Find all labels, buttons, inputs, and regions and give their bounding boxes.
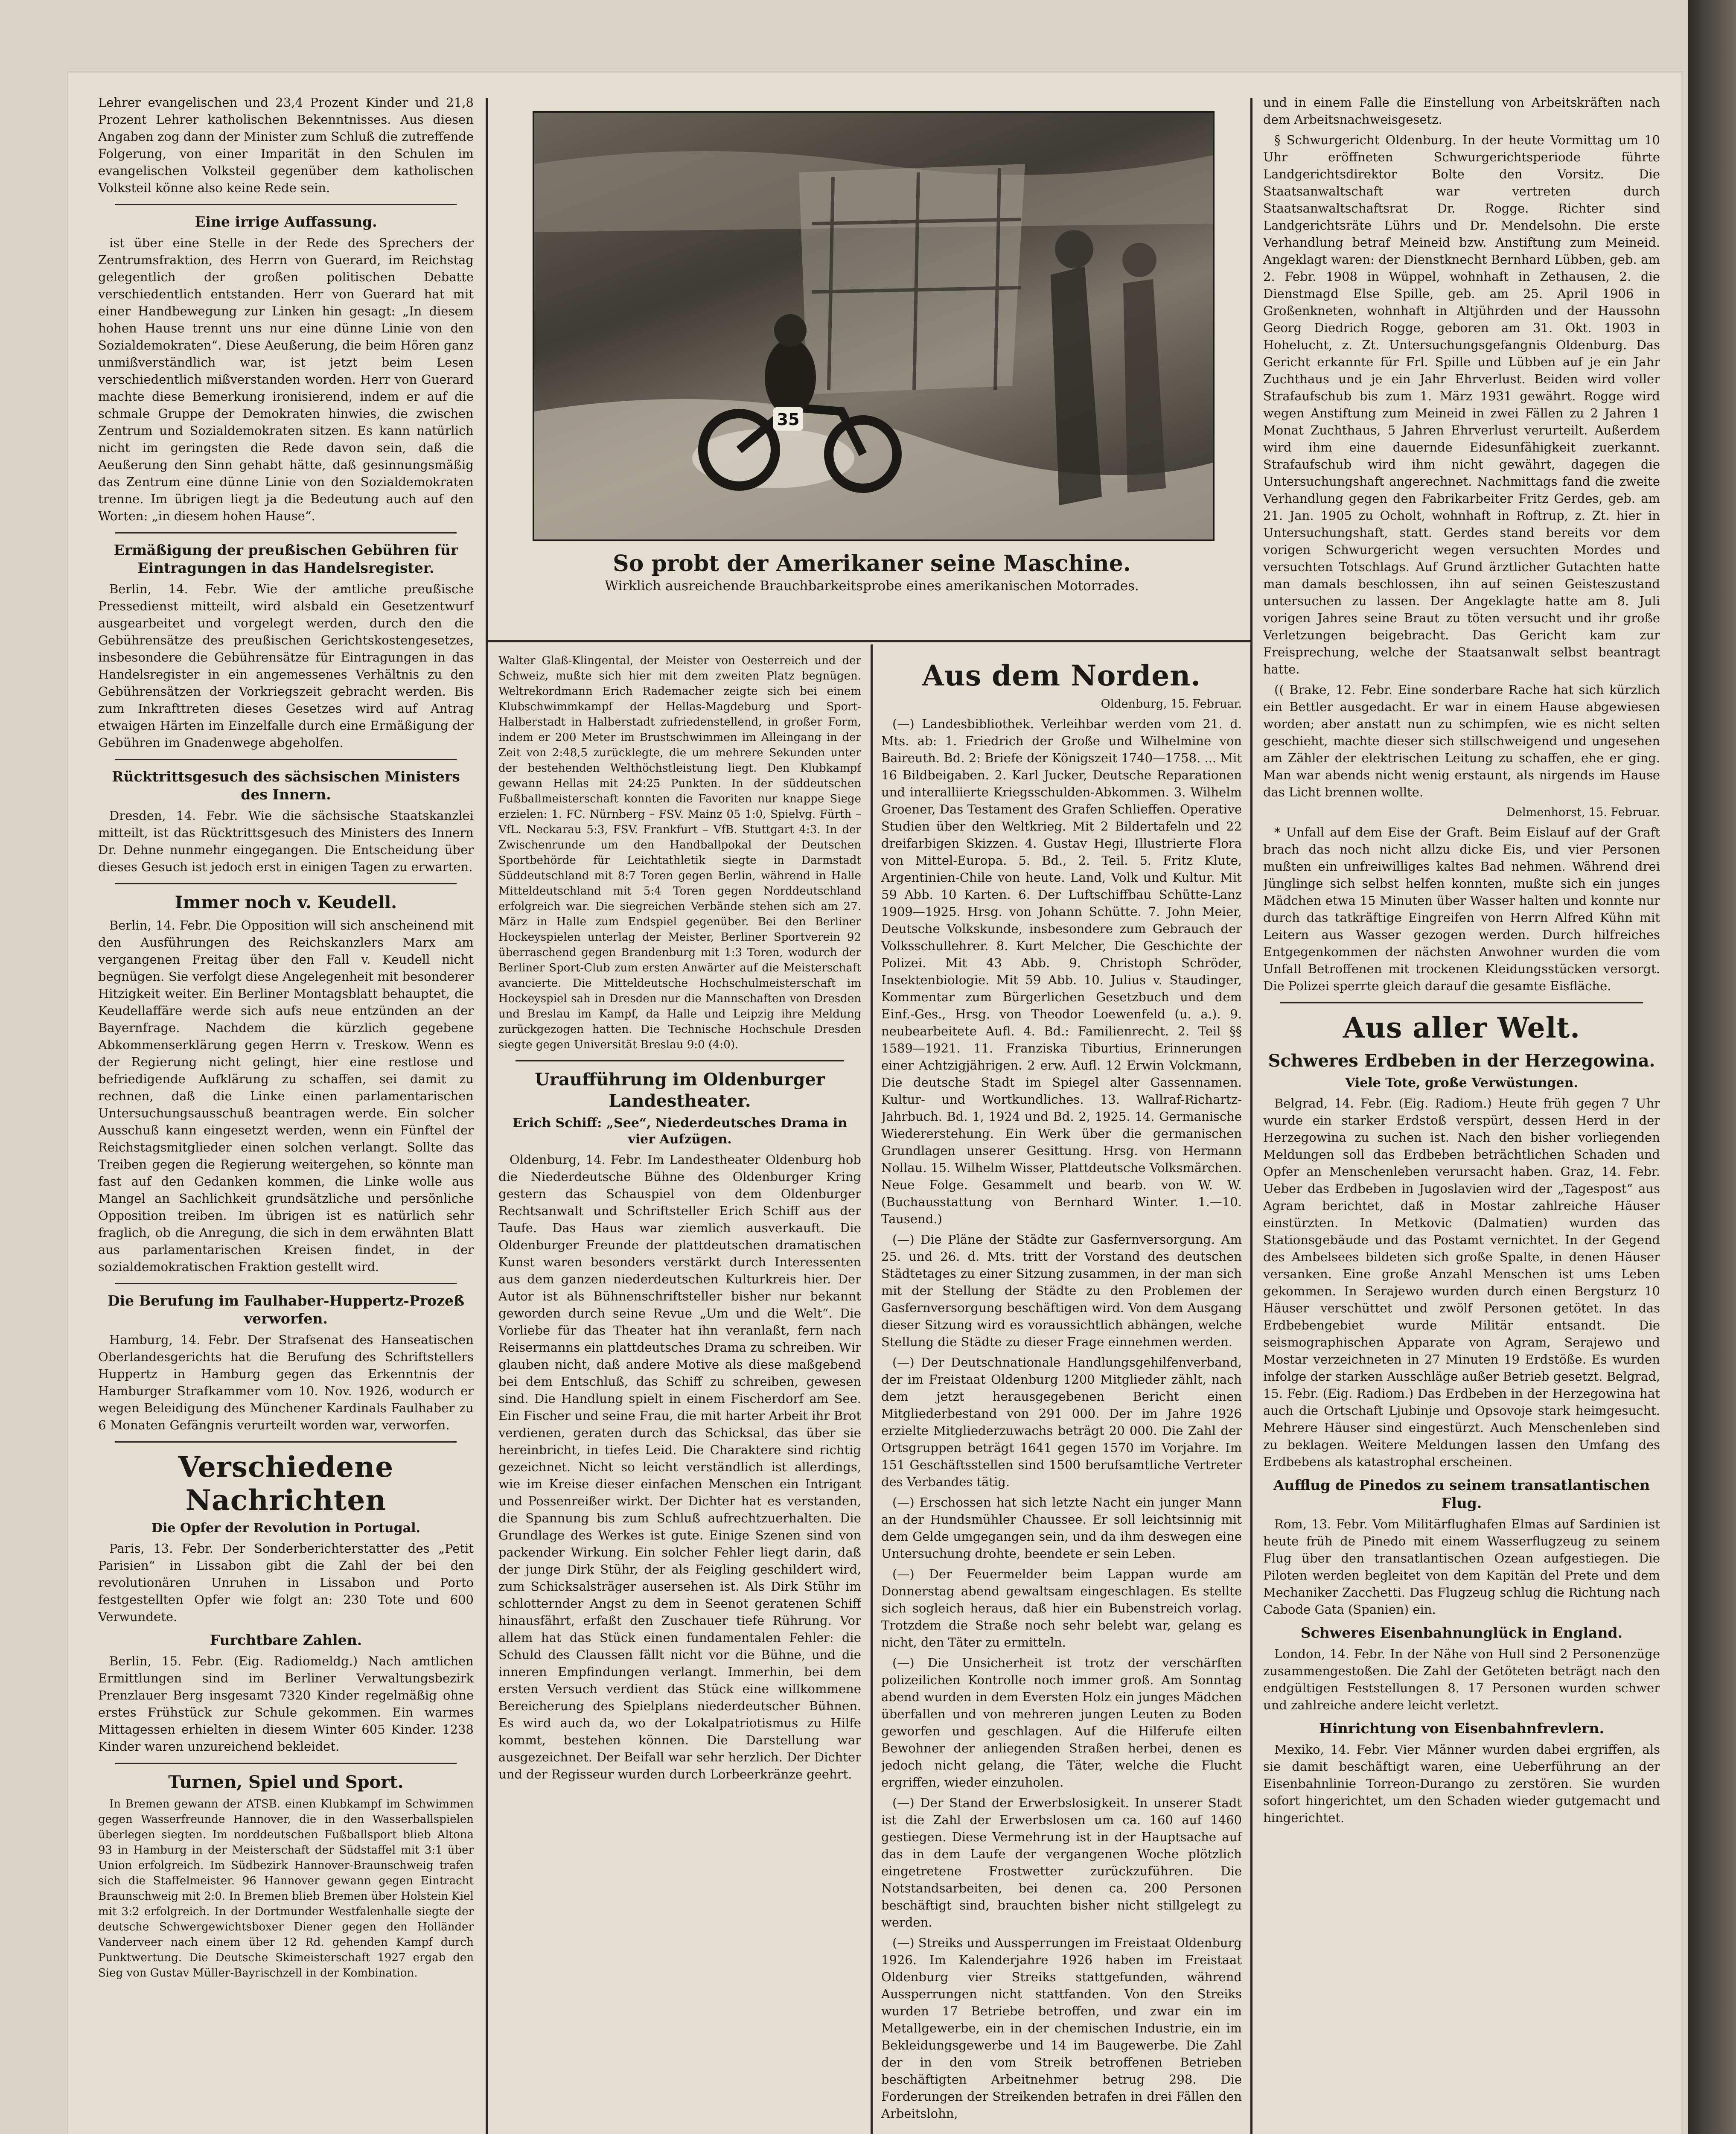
column-3 [881, 653, 1242, 2134]
news-item: (—) Streiks und Aussperrungen im Freistaat Oldenburg 1926. Im Kalenderjahre 1926 haben im Freistaat Oldenburg vier Streiks stattgefunden, während Aussperrungen nicht stattfanden. Von den Streiks wurden 17 Betriebe betroffen, und zwar ein im Metallgewerbe, ein in der chemischen Industrie, ein im Bekleidungsgewerbe und 14 im Baugewerbe. Die Zahl der in den vom Streik betroffenen Betrieben beschäftigten Arbeitnehmer betrug 298. Die Forderungen der Streikenden betrafen in drei Fällen den Arbeitslohn, [881, 1936, 1242, 2121]
news-item: (—) Der Feuermelder beim Lappan wurde am Donnerstag abend gewaltsam eingeschlagen. Es stellte sich sogleich heraus, daß hier ein Bubenstreich vorlag. Trotzdem die Straße noch sehr belebt war, gelang es nicht, den Täter zu ermitteln. [881, 1567, 1242, 1650]
news-item: § Schwurgericht Oldenburg. In der heute Vormittag um 10 Uhr eröffneten Schwurgerichtsperiode führte Landgerichtsdirektor Bolte den Vorsitz. Die Staatsanwaltschaft war vertreten durch Staatsanwaltschaftsrat Dr. Rogge. Richter sind Landgerichtsräte Lührs und Dr. Mendelsohn. Die erste Verhandlung betraf Meineid bzw. Anstiftung zum Meineid. Angeklagt waren: der Dienstknecht Bernhard Lübben, geb. am 2. Febr. 1908 in Wüppel, wohnhaft in Zethausen, 2. die Dienstmagd Else Spille, geb. am 25. April 1906 in Großenkneten, wohnhaft in Altjührden und der Haussohn Georg Diedrich Rogge, geboren am 31. Okt. 1903 in Hohelucht, z. Zt. Untersuchungsgefangnis Oldenburg. Das Gericht erkannte für Frl. Spille und Lübben auf je ein Jahr Zuchthaus und je ein Jahr Ehrverlust. Beiden wird voller Strafaufschub bis zum 1. März 1931 gewährt. Rogge wird wegen Anstiftung zum Meineid in zwei Fällen zu 2 Jahren 1 Monat Zuchthaus, 5 Jahren Ehrverlust verurteilt. Außerdem wird ihm eine dauernde Eidesunfähigkeit zuerkannt. Strafaufschub wird ihm nicht gewährt, dagegen die Untersuchungshaft angerechnet. Nachmittags fand die zweite Verhandlung gegen den Fabrikarbeiter Fritz Gerdes, geb. am 21. Jan. 1905 zu Ocholt, wohnhaft in Roftrup, z. Zt. hier in Untersuchungshaft, statt. Gerdes stand bereits vor dem vorigen Schwurgericht wegen versuchten Mordes und versuchten Totschlags. Auf Grund ärztlicher Gutachten hatte man damals beschlossen, ihn auf seinen Geisteszustand untersuchen zu lassen. Der Angeklagte hatte am 8. Juli vorigen Jahres seine Braut zu töten versucht und ihr große Verletzungen beigebracht. Das Gericht kam zur Freisprechung, welche der Staatsanwalt selbst beantragt hatte. [1263, 133, 1660, 676]
headline-keudell: Immer noch v. Keudell. [175, 892, 397, 912]
article-continuation: und in einem Falle die Einstellung von Arbeitskräften nach dem Arbeitsnachweisgesetz. [1263, 95, 1660, 127]
section-title-sport: Turnen, Spiel und Sport. [168, 1772, 404, 1792]
column-rule [486, 98, 488, 2134]
race-number: 35 [777, 410, 800, 429]
article-body: Rom, 13. Febr. Vom Militärflughafen Elmas auf Sardinien ist heute früh de Pinedo mit einem Wasserflugzeug zu seinem Flug über den transatlantischen Ozean aufgestiegen. Die Piloten werden begleitet von dem Kapitän del Prete und dem Mechaniker Zacchetti. Das Flugzeug schlug die Richtung nach Cabode Gata (Spanien) ein. [1263, 1517, 1660, 1617]
column-2 [498, 653, 861, 2134]
photo-bottom-rule [488, 640, 1250, 642]
dateline: Oldenburg, 15. Februar. [1101, 697, 1242, 711]
separator [115, 1441, 457, 1443]
news-item: (—) Landesbibliothek. Verleihbar werden vom 21. d. Mts. ab: 1. Friedrich der Große und Wilhelmine von Baireuth. Bd. 2: Briefe der Königszeit 1740—1758. ... Mit 16 Bildbeigaben. 2. Karl Jucker, Deutsche Reparationen und interalliierte Kriegsschulden-Abkommen. 3. Wilhelm Groener, Das Testament des Grafen Schlieffen. Operative Studien über den Weltkrieg. Mit 2 Bildertafeln und 22 dreifarbigen Skizzen. 4. Gustav Hegi, Illustrierte Flora von Mittel-Europa. 5. Bd., 2. Teil. 5. Fritz Klute, Argentinien-Chile von heute. Land, Volk und Kultur. Mit 59 Abb. 10 Karten. 6. Der Luftschiffbau Schütte-Lanz 1909—1925. Hrsg. von Johann Schütte. 7. John Meier, Deutsche Volkskunde, insbesondere zum Gebrauch der Volksschullehrer. 8. Kurt Melcher, Die Geschichte der Polizei. Mit 43 Abb. 9. Christoph Schröder, Insektenbiologie. Mit 59 Abb. 10. Julius v. Staudinger, Kommentar zum Bürgerlichen Gesetzbuch und dem Einf.-Ges., Hrsg. von Theodor Loewenfeld (u. a.). 9. neubearbeitete Aufl. 4. Bd.: Familienrecht. 2. Teil §§ 1589—1921. 11. Franziska Tiburtius, Erinnerungen einer Achtzigjährigen. 2 erw. Aufl. 12 Erwin Volckmann, Die deutsche Stadt im Spiegel alter Gassennamen. Kultur- und Wortkundliches. 13. Wallraf-Richartz-Jahrbuch. Bd. 1, 1924 und Bd. 2, 1925. 14. Germanische Wiedererstehung. Ein Werk über die germanischen Grundlagen unserer Gesittung. Hrsg. von Hermann Nollau. 15. Wilhelm Wisser, Plattdeutsche Volksmärchen. Neue Folge. Gesammelt und bearb. von W. W. (Buchausstattung von Bernhard Winter. 1.—10. Tausend.) [881, 717, 1242, 1226]
article-body: ist über eine Stelle in der Rede des Sprechers der Zentrumsfraktion, des Herrn von Guerard, im Reichstag gelegentlich der großen politischen Debatte verschiedentlich entstanden. Herr von Guerard hat mit einer Handbewegung zur Linken hin gesagt: „In diesem hohen Hause trennt uns nur eine dünne Linie von den Sozialdemokraten“. Diese Aeußerung, die beim Hören ganz unmißverständlich war, ist jetzt beim Lesen verschiedentlich mißverstanden worden. Herr von Guerard machte diese Bemerkung ironisierend, indem er auf die schmale Gruppe der Demokraten hinwies, die zwischen Zentrum und Sozialdemokraten sitzen. Es kann natürlich nicht im geringsten die Rede davon sein, daß die Aeußerung den Sinn gehabt hätte, daß gesinnungsmäßig das Zentrum eine dünne Linie von den Sozialdemokraten trenne. Im übrigen liegt ja die Bedeutung auch auf den Worten: „in diesem hohen Hause“. [98, 236, 474, 523]
separator [516, 1060, 844, 1061]
article-body: Berlin, 14. Febr. Die Opposition will sich anscheinend mit den Ausführungen des Reichskanzlers Marx am vergangenen Freitag über den Fall v. Keudell nicht begnügen. Sie verfolgt diese Angelegenheit mit besonderer Hitzigkeit weiter. Ein Berliner Montagsblatt behauptet, die Keudellaffäre werde sich aufs neue entzünden an der Bayernfrage. Nachdem die kürzlich gegebene Abkommenserklärung gegen Herrn v. Treskow. Wenn es der Regierung nicht gelingt, hier eine restlose und befriedigende Aufklärung zu schaffen, sei damit zu rechnen, daß die Linke einen parlamentarischen Untersuchungsausschuß beantragen werde. Ein solcher Ausschuß kann eingesetzt werden, wenn ein Fünftel der Reichstagsmitglieder einen solchen verlangt. Sollte das Treiben gegen die Regierung weitergehen, so könnte man fast auf den Gedanken kommen, die Linke wolle aus Mangel an Sachlichkeit grundsätzliche und persönliche Opposition treiben. Im übrigen ist es natürlich sehr fraglich, ob die Anregung, die sich in dem erwähnten Blatt aus parlamentarischen Kreisen findet, in der sozialdemokratischen Fraktion gestellt wird. [98, 918, 474, 1274]
photo-caption-subtitle: Wirklich ausreichende Brauchbarkeitsprobe eines amerikanischen Motorrades. [605, 578, 1139, 594]
headline-irrige-auffassung: Eine irrige Auffassung. [195, 213, 377, 230]
article-body: Belgrad, 14. Febr. (Eig. Radiom.) Heute früh gegen 7 Uhr wurde ein starker Erdstoß verspürt, dessen Herd in der Herzegowina zu suchen ist. Nach den bisher vorliegenden Meldungen soll das Erdbeben beträchtlichen Schaden und Opfer an Menschenleben verursacht haben. Graz, 14. Febr. Ueber das Erdbeben in Jugoslavien wird der „Tagespost“ aus Agram berichtet, daß in Mostar zahlreiche Häuser einstürzten. In Metkovic (Dalmatien) wurden das Stationsgebäude und das Postamt vernichtet. In der Gegend des Ambelsees bildeten sich große Spalte, in denen Häuser versanken. Eine große Anzahl Menschen ist ums Leben gekommen. In Serajewo wurden durch einen Bergsturz 10 Häuser verschüttet und zwölf Personen getötet. In das Erdbebengebiet wurde Militär entsandt. Die seismographischen Apparate von Agram, Serajewo und Mostar verzeichneten in 27 Minuten 19 Erdstöße. Es wurden infolge der starken Ausschläge außer Betrieb gesetzt. Belgrad, 15. Febr. (Eig. Radiom.) Das Erdbeben in der Herzegowina hat auch die Ortschaft Ljubinje und Opsovoje stark heimgesucht. Mehrere Häuser sind eingestürzt. Auch Menschenleben sind zu beklagen. Weitere Meldungen lassen den Umfang des Erdbebens als katastrophal erscheinen. [1263, 1096, 1660, 1469]
column-rule [1250, 98, 1252, 2134]
separator [115, 759, 457, 760]
article-body: Hamburg, 14. Febr. Der Strafsenat des Hanseatischen Oberlandesgerichts hat die Berufung des Schriftstellers Huppertz in Hamburg gegen das Erkenntnis der Hamburger Strafkammer vom 10. Nov. 1926, wodurch er wegen Beleidigung des Münchener Kardinals Faulhaber zu 6 Monaten Gefängnis verurteilt worden war, verworfen. [98, 1332, 474, 1432]
article-continuation: Lehrer evangelischen und 23,4 Prozent Kinder und 21,8 Prozent Lehrer katholischen Bekenntnisses. Aus diesen Angaben zog dann der Minister zum Schluß die zutreffende Folgerung, von einer Imparität in den Schulen im evangelischen Volksteil gegenüber dem katholischen Volksteil könne also keine Rede sein. [98, 95, 474, 195]
news-item: (—) Die Unsicherheit ist trotz der verschärften polizeilichen Kontrolle noch immer groß. Am Sonntag abend wurden in dem Eversten Holz ein junges Mädchen überfallen und von mehreren jungen Leuten zu Boden geworfen und geschlagen. Auf die Hilferufe eilten Bewohner der anliegenden Straßen herbei, denen es jedoch nicht gelang, die Täter, welche die Flucht ergriffen, wieder einzuholen. [881, 1656, 1242, 1790]
headline-hinrichtung: Hinrichtung von Eisenbahnfrevlern. [1319, 1720, 1605, 1737]
headline-furchtbare-zahlen: Furchtbare Zahlen. [210, 1632, 362, 1648]
headline-gebuehren: Ermäßigung der preußischen Gebühren für Eintragungen in das Handelsregister. [114, 542, 458, 576]
headline-ruecktritt: Rücktrittsgesuch des sächsischen Ministers des Innern. [112, 768, 460, 803]
column-4 [1263, 94, 1660, 2134]
separator [115, 204, 457, 205]
news-item: * Unfall auf dem Eise der Graft. Beim Eislauf auf der Graft brach das noch nicht allzu dicke Eis, und vier Personen mußten ein unfreiwilliges kaltes Bad nehmen. Während drei Jünglinge sich selbst helfen konnten, mußte sich ein junges Mädchen etwa 15 Minuten über Wasser halten und konnte nur durch das tatkräftige Eingreifen von Herrn Alfred Kühn mit Leitern aus Wasser gezogen werden. Durch hilfreiches Entgegenkommen der nächsten Anwohner wurden die vom Unfall Betroffenen mit trockenen Kleidungsstücken versorgt. Die Polizei sperrte gleich darauf die gesamte Eisfläche. [1263, 825, 1660, 993]
news-item: (—) Erschossen hat sich letzte Nacht ein junger Mann an der Hundsmühler Chaussee. Er soll leichtsinnig mit dem Gelde umgegangen sein, und da ihm deswegen eine Untersuchung drohte, beendete er sein Leben. [881, 1495, 1242, 1561]
news-item: (—) Die Pläne der Städte zur Gasfernversorgung. Am 25. und 26. d. Mts. tritt der Vorstand des deutschen Städtetages zu einer Sitzung zusammen, in der man sich mit der Stellung der Städte zu den Problemen der Gasfernversorgung beschäftigen wird. Von dem Ausgang dieser Sitzung wird es voraussichtlich abhängen, welche Stellung die Städte zu dieser Frage einnehmen werden. [881, 1232, 1242, 1349]
separator [115, 1283, 457, 1284]
article-body: Oldenburg, 14. Febr. Im Landestheater Oldenburg hob die Niederdeutsche Bühne des Oldenburger Kring gestern das Schauspiel von dem Oldenburger Rechtsanwalt und Schriftsteller Erich Schiff aus der Taufe. Das Haus war ziemlich ausverkauft. Die Oldenburger Freunde der plattdeutschen dramatischen Kunst waren besonders verstärkt durch Interessenten aus dem ganzen niederdeutschen Kulturkreis hier. Der Autor ist als Bühnenschriftsteller bisher nur bekannt geworden durch seine Revue „Um und die Welt“. Die Vorliebe für das Theater hat ihn veranlaßt, fern nach Reisermanns ein plattdeutsches Drama zu schreiben. Wir glauben nicht, daß andere Motive als diese maßgebend bei dem Entschluß, das Schiff zu schreiben, gewesen sind. Die Handlung spielt in einem Fischerdorf am See. Ein Fischer und seine Frau, die mit harter Arbeit ihr Brot verdienen, geraten durch das Schicksal, das über sie hereinbricht, in tiefes Leid. Die Charaktere sind richtig gezeichnet. Nicht so leicht verständlich ist allerdings, wie im Kreise dieser einfachen Menschen ein Intrigant und Possenreißer wirkt. Der Dichter hat es verstanden, die Spannung bis zum Schluß aufrechtzuerhalten. Die Grundlage des Werkes ist gute. Einige Szenen sind von packender Wirkung. Ein solcher Fehler liegt darin, daß der junge Dirk Stühr, der als Feigling geschildert wird, zum Schicksalsträger ausersehen ist. Als Dirk Stühr im schlotternder Angst zu dem in Seenot geratenen Schiff hinausfährt, erfaßt den Zuschauer tiefe Rührung. Vor allem hat das Stück einen fundamentalen Fehler: die Schuld des Claussen fällt nicht vor die Bühne, und die inneren Empfindungen verlangt. Immerhin, bei dem ersten Versuch verdient das Stück eine willkommene Bereicherung des Spielplans niederdeutscher Bühnen. Es wird auch da, wo der Lokalpatriotismus zu Hilfe kommt, bestehen können. Die Darstellung war ausgezeichnet. Der Beifall war sehr herzlich. Der Dichter und der Regisseur wurden durch Lorbeerkränze geehrt. [498, 1152, 861, 1781]
sport-continuation: Walter Glaß-Klingental, der Meister von Oesterreich und der Schweiz, mußte sich hier mit dem zweiten Platz begnügen. Weltrekordmann Erich Rademacher zeigte sich bei einem Klubschwimmkampf der Hellas-Magdeburg und Sport-Halberstadt in Halberstadt zufriedenstellend, in großer Form, indem er 200 Meter im Brustschwimmen im Alleingang in der Zeit von 2:48,5 zurücklegte, die um mehrere Sekunden unter der bestehenden Welthöchstleistung liegt. Den Klubkampf gewann Hellas mit 24:25 Punkten. In der süddeutschen Fußballmeisterschaft konnten die Favoriten nur knappe Siege erzielen: 1. FC. Nürnberg – FSV. Mainz 05 1:0, Spielvg. Fürth – VfL. Neckarau 5:3, FSV. Frankfurt – VfB. Stuttgart 4:3. In der Zwischenrunde um den Handballpokal der Deutschen Sportbehörde für Leichtathletik siegte in Darmstadt Süddeutschland mit 8:7 Toren gegen Berlin, während in Halle Mitteldeutschland mit 5:4 Toren gegen Norddeutschland erfolgreich war. Die siegreichen Verbände stehen sich am 27. März in Halle zum Endspiel gegenüber. Bei den Berliner Hockeyspielen unterlag der Meister, Berliner Sportverein 92 überraschend gegen Brandenburg mit 1:3 Toren, wodurch der Berliner Sport-Club zum ersten Anwärter auf die Meisterschaft avancierte. Die Mitteldeutsche Hochschulmeisterschaft im Hockeyspiel sah in Dresden nur die Mannschaften von Dresden und Breslau im Kampf, da Halle und Leipzig ihre Meldung zurückgezogen hatten. Die Technische Hochschule Dresden siegte gegen Universität Breslau 9:0 (4:0). [498, 654, 861, 1051]
separator [115, 532, 457, 534]
article-body: Paris, 13. Febr. Der Sonderberichterstatter des „Petit Parisien“ in Lissabon gibt die Zahl der bei den revolutionären Unruhen in Lissabon und Porto festgestellten Opfer wie folgt an: 230 Tote und 600 Verwundete. [98, 1541, 474, 1624]
dateline: Delmenhorst, 15. Februar. [1506, 806, 1660, 819]
headline-theater-sub: Erich Schiff: „See“, Niederdeutsches Drama in vier Aufzügen. [512, 1116, 848, 1147]
article-body: Berlin, 15. Febr. (Eig. Radiomeldg.) Nach amtlichen Ermittlungen sind im Berliner Verwaltungsbezirk Prenzlauer Berg insgesamt 7320 Kinder regelmäßig ohne erstes Frühstück zur Schule gekommen. Ein warmes Mittagessen erhielten in diesem Winter 605 Kinder. 1238 Kinder waren unzureichend bekleidet. [98, 1654, 474, 1754]
article-body: In Bremen gewann der ATSB. einen Klubkampf im Schwimmen gegen Wasserfreunde Hannover, die in den Wasserballspielen überlegen siegten. Im norddeutschen Fußballsport blieb Altona 93 in Hamburg in der Meisterschaft der Südstaffel mit 3:1 über Union erfolgreich. Im Südbezirk Hannover-Braunschweig trafen sich die Staffelmeister. 96 Hannover gewann gegen Eintracht Braunschweig mit 2:0. In Bremen blieb Bremen über Holstein Kiel mit 3:2 erfolgreich. In der Dortmunder Westfalenhalle siegte der deutsche Schwergewichtsboxer Diener gegen den Holländer Vanderveer nach einem über 12 Rd. gehenden Kampf durch Punktwertung. Die Deutsche Skimeisterschaft 1927 ergab den Sieg von Gustav Müller-Bayrischzell in der Kombination. [98, 1798, 474, 1979]
separator [115, 1763, 457, 1764]
motorcycle-photo [533, 111, 1215, 541]
news-item: (( Brake, 12. Febr. Eine sonderbare Rache hat sich kürzlich ein Bettler ausgedacht. Er war in einem Hause abgewiesen worden; aber anstatt nun zu schimpfen, wie es nicht selten geschieht, machte dieser sich stillschweigend und ungesehen am Zähler der elektrischen Leitung zu schaffen, ehe er ging. Man war abends nicht wenig erstaunt, als nirgends im Hause das Licht brennen wollte. [1263, 682, 1660, 799]
news-item: (—) Der Stand der Erwerbslosigkeit. In unserer Stadt ist die Zahl der Erwerbslosen um ca. 160 auf 1460 gestiegen. Diese Vermehrung ist in der Hauptsache auf das in dem Laufe der vergangenen Woche plötzlich eingetretene Frostwetter zurückzuführen. Die Notstandsarbeiten, bei denen ca. 200 Personen beschäftigt sind, brauchten bisher nicht stillgelegt zu werden. [881, 1796, 1242, 1930]
headline-eisenbahnunglueck: Schweres Eisenbahnunglück in England. [1300, 1624, 1623, 1641]
headline-urauffuehrung: Uraufführung im Oldenburger Landestheater. [535, 1070, 825, 1111]
article-body: Berlin, 14. Febr. Wie der amtliche preußische Pressedienst mitteilt, wird alsbald ein Gesetzentwurf ausgearbeitet und vorgelegt werden, durch den die Gebührensätze des preußischen Gerichtskostengesetzes, insbesondere die Gebührensätze für Eintragungen in das Handelsregister in ein angemessenes Verhältnis zu den Gebührensätzen der Vorkriegszeit gebracht werden. Bis zum Inkrafttreten dieses Gesetzes wird auf Antrag etwaigen Härten im Einzelfalle durch eine Ermäßigung der Gebühren im Gnadenwege abgeholfen. [98, 582, 474, 750]
news-item: (—) Der Deutschnationale Handlungsgehilfenverband, der im Freistaat Oldenburg 1200 Mitglieder zählt, nach dem jetzt herausgegebenen Bericht einen Mitgliederbestand von 291 000. Der im Jahre 1926 erzielte Mitgliederzuwachs beträgt 20 000. Die Zahl der Ortsgruppen beträgt 1641 gegen 1570 im Vorjahre. Im 151 Geschäftsstellen sind 1500 berufsamtliche Vertreter des Verbandes tätig. [881, 1355, 1242, 1489]
headline-erdbeben: Schweres Erdbeben in der Herzegowina. [1268, 1051, 1655, 1071]
article-body: Mexiko, 14. Febr. Vier Männer wurden dabei ergriffen, als sie damit beschäftigt waren, eine Ueberführung an der Eisenbahnlinie Torreon-Durango zu zerstören. Sie wurden sofort hingerichtet, um den Schaden wieder gutgemacht und hingerichtet. [1263, 1742, 1660, 1825]
motorcycle-photo-illustration [534, 113, 1213, 539]
page-edge-shadow [1688, 0, 1736, 2134]
article-body: Dresden, 14. Febr. Wie die sächsische Staatskanzlei mitteilt, ist das Rücktrittsgesuch des Ministers des Innern Dr. Dehne nunmehr eingegangen. Die Entscheidung über dieses Gesuch ist jedoch erst in einigen Tagen zu erwarten. [98, 808, 474, 874]
headline-faulhaber: Die Berufung im Faulhaber-Huppertz-Prozeß verworfen. [107, 1292, 465, 1327]
article-body: London, 14. Febr. In der Nähe von Hull sind 2 Personenzüge zusammengestoßen. Die Zahl der Getöteten beträgt nach den endgültigen Feststellungen 8. 17 Personen wurden schwer und zahlreiche andere leicht verletzt. [1263, 1647, 1660, 1712]
column-1 [98, 94, 474, 2134]
headline-portugal: Die Opfer der Revolution in Portugal. [151, 1521, 420, 1536]
headline-erdbeben-sub: Viele Tote, große Verwüstungen. [1345, 1076, 1578, 1090]
headline-pinedo: Aufflug de Pinedos zu seinem transatlantischen Flug. [1273, 1477, 1650, 1511]
separator [115, 883, 457, 884]
separator [1280, 1002, 1643, 1003]
photo-caption [533, 551, 1211, 595]
section-title-verschiedene-nachrichten: Verschiedene Nachrichten [178, 1450, 394, 1517]
column-rule [871, 644, 873, 2134]
section-title-aus-aller-welt: Aus aller Welt. [1343, 1011, 1581, 1044]
section-title-aus-dem-norden: Aus dem Norden. [922, 659, 1201, 692]
photo-caption-title: So probt der Amerikaner seine Maschine. [613, 551, 1131, 577]
